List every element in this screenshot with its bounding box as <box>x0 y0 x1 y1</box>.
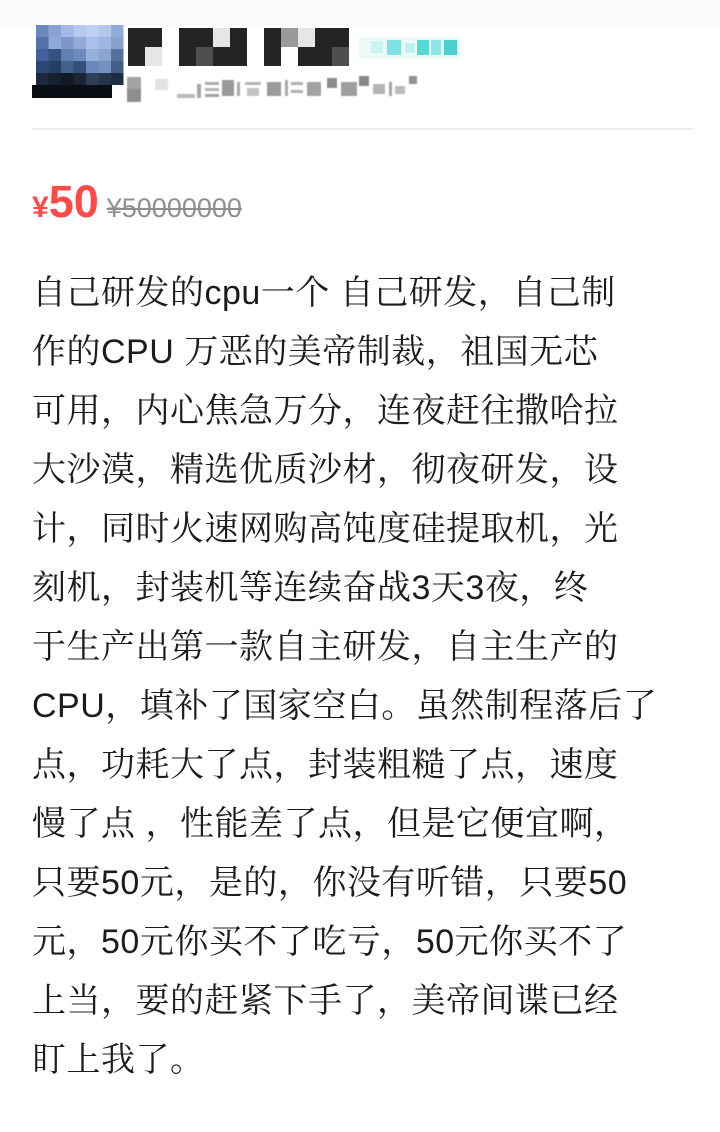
publish-meta-redacted <box>127 74 417 106</box>
description-line: 可用，内心焦急万分，连夜赶往撒哈拉 <box>32 392 619 430</box>
description-line: 上当，要的赶紧下手了，美帝间谍已经 <box>32 982 619 1020</box>
pixelated-name-blocks <box>128 26 350 66</box>
description-line: CPU，填补了国家空白。虽然制程落后了 <box>32 687 658 725</box>
blurred-publish-info <box>127 74 417 106</box>
seller-name-redacted[interactable] <box>128 26 350 66</box>
description-line: 慢了点 ，性能差了点，但是它便宜啊， <box>32 805 629 843</box>
description-line: 计，同时火速网购高饨度硅提取机，光 <box>32 510 619 548</box>
price-currency-symbol: ¥ <box>32 191 49 224</box>
pixelated-badge-blocks <box>359 37 459 59</box>
description-line: 盯上我了。 <box>32 1041 205 1079</box>
description-line: 元，50元你买不了吃亏，50元你买不了 <box>32 923 628 961</box>
description-line: 作的CPU 万恶的美帝制裁，祖国无芯 <box>32 333 599 371</box>
description-line: 自己研发的cpu一个 自己研发，自己制 <box>32 274 616 312</box>
description-line: 只要50元，是的，你没有听错，只要50 <box>32 864 628 902</box>
item-description <box>32 264 694 1090</box>
price-current: 50 <box>48 176 99 227</box>
header-divider <box>32 128 694 130</box>
pixelated-avatar-image <box>32 25 124 99</box>
price-row <box>32 176 242 228</box>
credit-badge-redacted[interactable] <box>359 37 459 59</box>
top-band <box>0 0 720 26</box>
description-line: 刻机，封装机等连续奋战3天3夜，终 <box>32 569 589 607</box>
price-original-strikethrough: ¥50000000 <box>106 193 242 223</box>
description-line: 大沙漠，精选优质沙材，彻夜研发，设 <box>32 451 619 489</box>
seller-avatar[interactable] <box>32 25 124 99</box>
description-line: 点，功耗大了点，封装粗糙了点，速度 <box>32 746 619 784</box>
description-line: 于生产出第一款自主研发，自主生产的 <box>32 628 619 666</box>
